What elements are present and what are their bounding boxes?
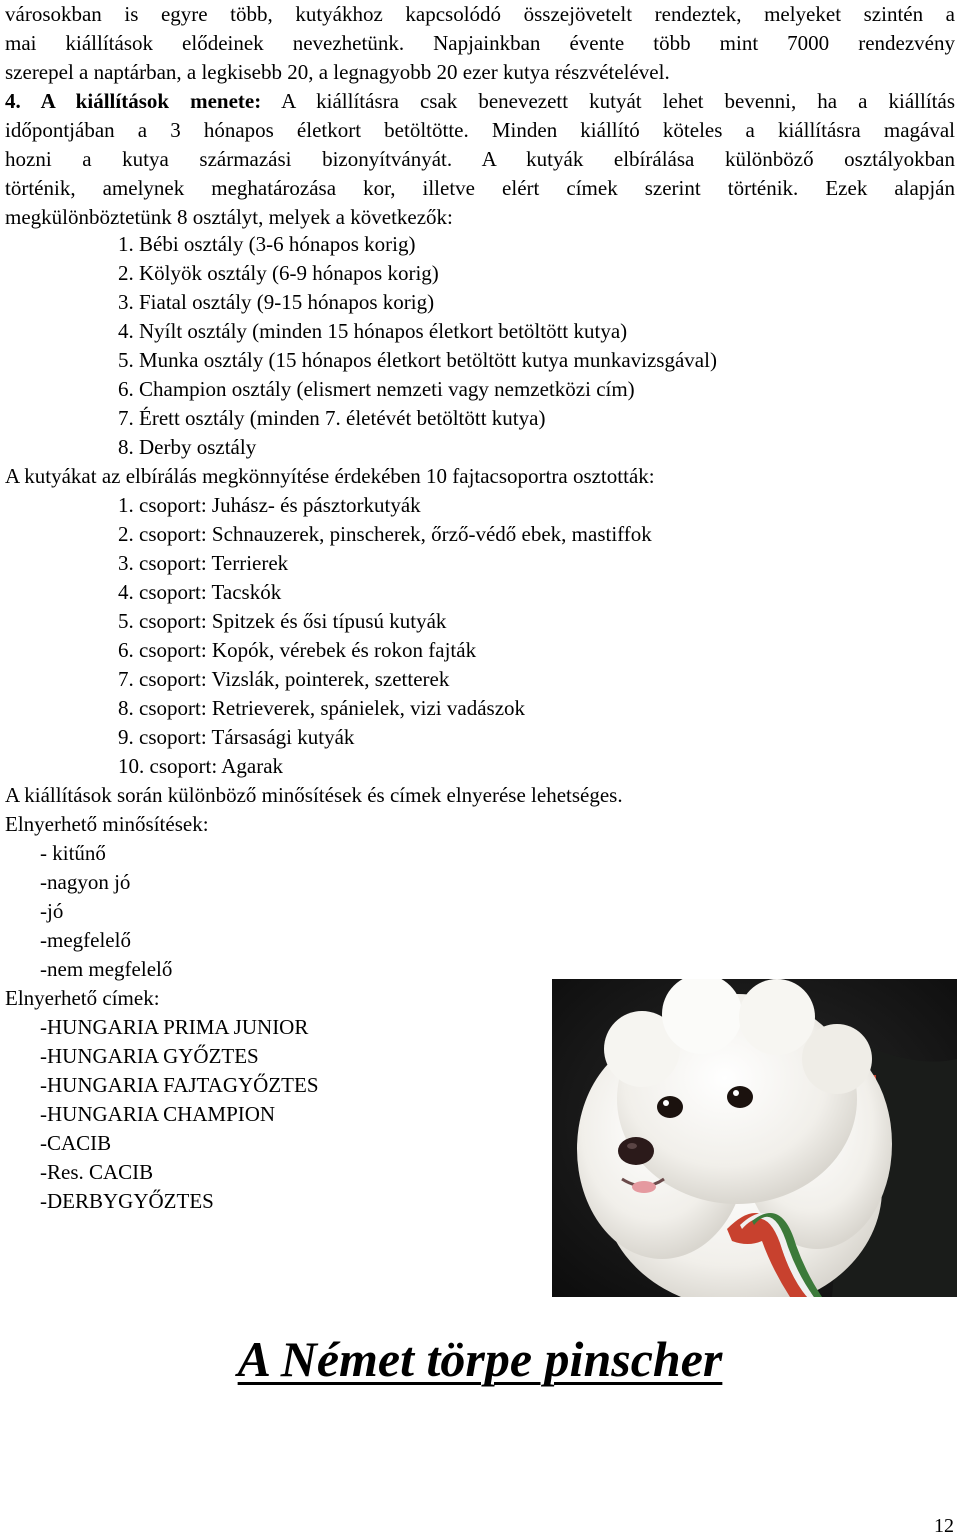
section4-line-1-text: A kiállításra csak benevezett kutyát lehet bevenni, ha a kiállítás — [261, 89, 955, 113]
list-item: 10. csoport: Agarak — [118, 754, 284, 778]
intro-line-3: szerepel a naptárban, a legkisebb 20, a legnagyobb 20 ezer kutya részvételével. — [5, 60, 670, 84]
list-item: 1. Bébi osztály (3-6 hónapos korig) — [118, 232, 416, 256]
list-item: 6. Champion osztály (elismert nemzeti vagy nemzetközi cím) — [118, 377, 635, 401]
section4-line-3: hozni a kutya származási bizonyítványát. A kutyák elbírálása különböző osztályokban — [5, 147, 955, 171]
list-item: -jó — [40, 899, 64, 923]
list-item: -megfelelő — [40, 928, 131, 952]
list-item: -DERBYGYŐZTES — [40, 1189, 214, 1213]
list-item: 8. Derby osztály — [118, 435, 257, 459]
chapter-heading: A Német törpe pinscher — [237, 1331, 723, 1387]
intro-line-2: mai kiállítások elődeinek nevezhetünk. Napjainkban évente több mint 7000 rendezvény — [5, 31, 955, 55]
groups-intro: A kutyákat az elbírálás megkönnyítése érdekében 10 fajtacsoportra osztották: — [5, 464, 655, 488]
list-item: 2. csoport: Schnauzerek, pinscherek, őrző-védő ebek, mastiffok — [118, 522, 652, 546]
list-item: 1. csoport: Juhász- és pásztorkutyák — [118, 493, 421, 517]
section4-heading: 4. A kiállítások menete: — [5, 89, 262, 113]
section4-line-5: megkülönböztetünk 8 osztályt, melyek a következők: — [5, 205, 453, 229]
list-item: -nem megfelelő — [40, 957, 173, 981]
page-number: 12 — [934, 1515, 954, 1537]
ratings-label: Elnyerhető minősítések: — [5, 812, 209, 836]
list-item: -Res. CACIB — [40, 1160, 154, 1184]
list-item: 4. csoport: Tacskók — [118, 580, 282, 604]
list-item: -nagyon jó — [40, 870, 131, 894]
list-item: -CACIB — [40, 1131, 112, 1155]
list-item: 8. csoport: Retrieverek, spánielek, vizi vadászok — [118, 696, 526, 720]
list-item: 6. csoport: Kopók, vérebek és rokon fajták — [118, 638, 477, 662]
list-item: -HUNGARIA GYŐZTES — [40, 1044, 259, 1068]
ratings-intro: A kiállítások során különböző minősítések és címek elnyerése lehetséges. — [5, 783, 623, 807]
list-item: -HUNGARIA PRIMA JUNIOR — [40, 1015, 309, 1039]
list-item: 9. csoport: Társasági kutyák — [118, 725, 355, 749]
section4-line-2: időpontjában a 3 hónapos életkort betöltötte. Minden kiállító köteles a kiállításra magával — [5, 118, 955, 142]
list-item: -HUNGARIA CHAMPION — [40, 1102, 276, 1126]
intro-line-1: városokban is egyre több, kutyákhoz kapcsolódó összejövetelt rendeztek, melyeket szintén a — [5, 2, 955, 26]
list-item: 2. Kölyök osztály (6-9 hónapos korig) — [118, 261, 439, 285]
list-item: 7. csoport: Vizslák, pointerek, szetterek — [118, 667, 450, 691]
titles-label: Elnyerhető címek: — [5, 986, 160, 1010]
section4-line-1 — [5, 87, 955, 116]
list-item: 3. csoport: Terrierek — [118, 551, 289, 575]
list-item: 5. csoport: Spitzek és ősi típusú kutyák — [118, 609, 447, 633]
list-item: -HUNGARIA FAJTAGYŐZTES — [40, 1073, 319, 1097]
section4-line-4: történik, amelynek meghatározása kor, illetve elért címek szerint történik. Ezek alapján — [5, 176, 955, 200]
list-item: - kitűnő — [40, 841, 106, 865]
list-item: 4. Nyílt osztály (minden 15 hónapos életkort betöltött kutya) — [118, 319, 628, 343]
list-item: 7. Érett osztály (minden 7. életévét betöltött kutya) — [118, 406, 546, 430]
dog-photo — [552, 979, 957, 1297]
list-item: 5. Munka osztály (15 hónapos életkort betöltött kutya munkavizsgával) — [118, 348, 717, 372]
list-item: 3. Fiatal osztály (9-15 hónapos korig) — [118, 290, 435, 314]
